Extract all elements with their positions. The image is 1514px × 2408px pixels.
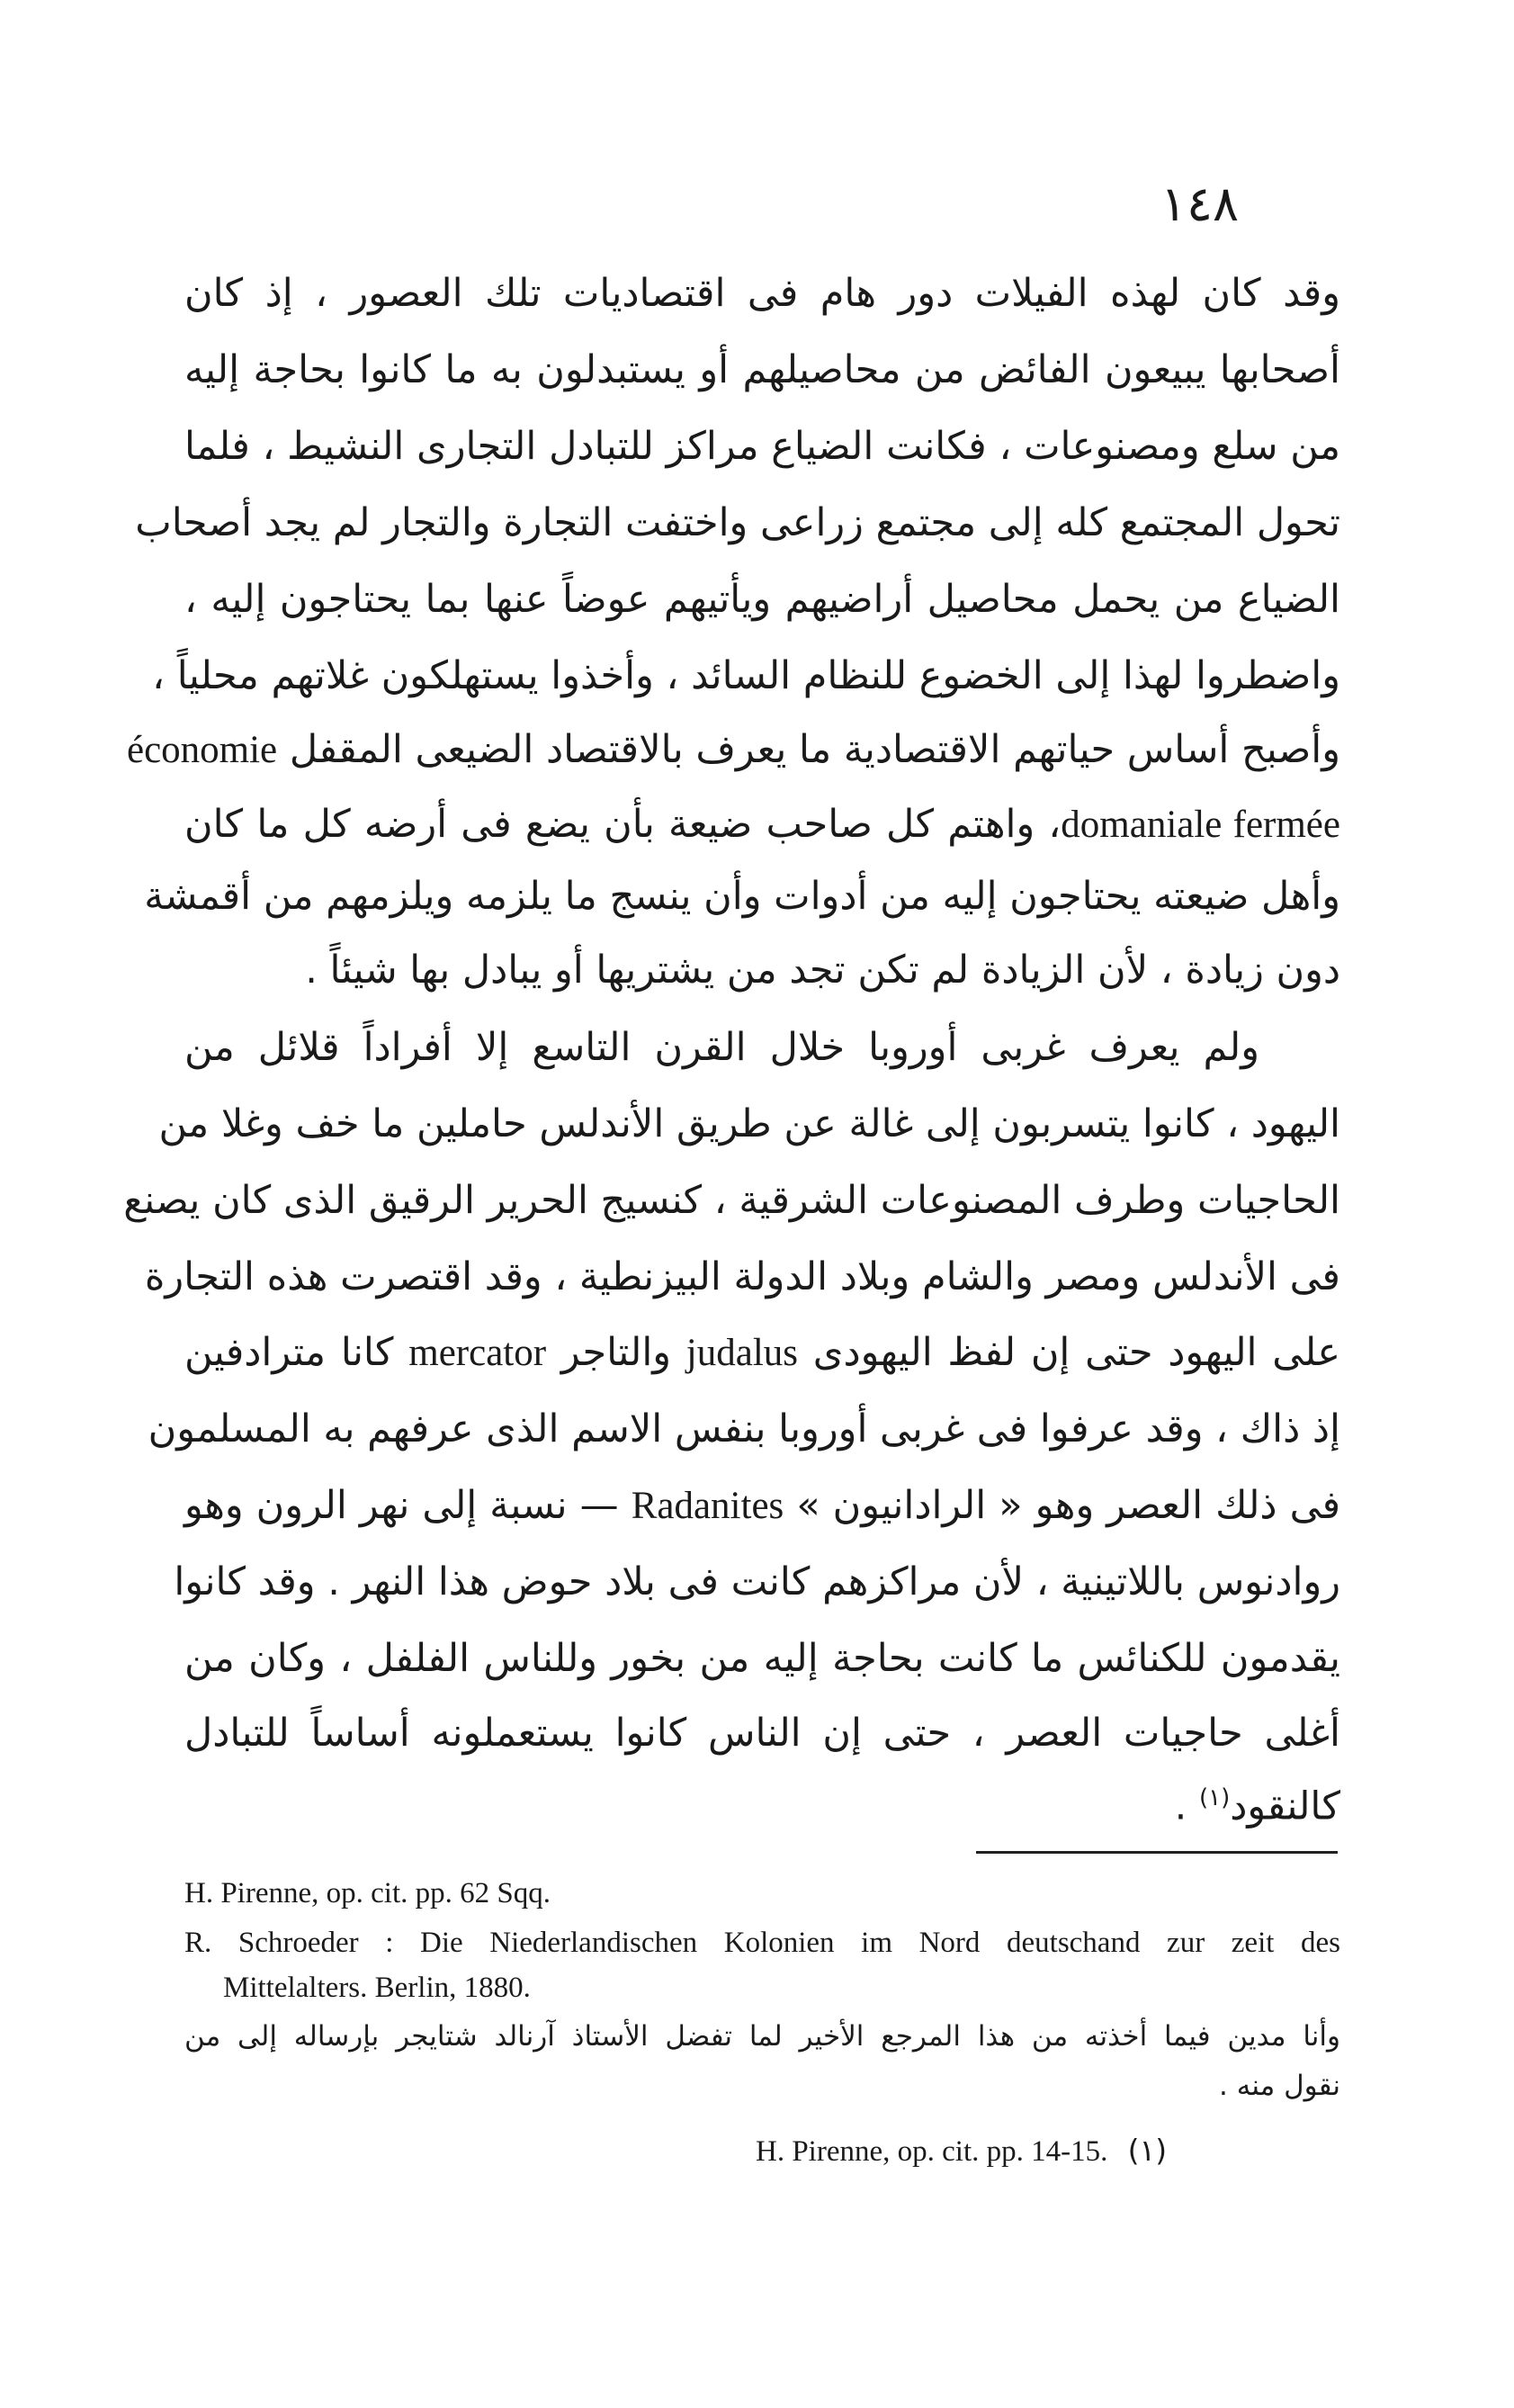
text-line: الضياع من يحمل محاصيل أراضيهم ويأتيهم عوضاً عنها بما يحتاجون إليه ، xyxy=(184,577,1340,622)
footnote-reference: (١) xyxy=(1198,1784,1231,1811)
text-line xyxy=(184,1330,1340,1375)
text-line: دون زيادة ، لأن الزيادة لم تكن تجد من يشتريها أو يبادل بها شيئاً . xyxy=(305,948,1340,993)
text-line: وأهل ضيعته يحتاجون إليه من أدوات وأن ينسج ما يلزمه ويلزمهم من أقمشة xyxy=(144,874,1340,919)
text-line: أغلى حاجيات العصر ، حتى إن الناس كانوا يستعملونه أساساً للتبادل xyxy=(184,1711,1340,1756)
text-segment: على اليهود حتى إن لفظ اليهودى xyxy=(812,1330,1340,1375)
footnote: R. Schroeder : Die Niederlandischen Kolonien im Nord deutschand zur zeit des xyxy=(184,1927,1340,1959)
text-line: وقد كان لهذه الفيلات دور هام فى اقتصاديات تلك العصور ، إذ كان xyxy=(184,271,1340,316)
text-segment: والتاجر xyxy=(560,1330,672,1375)
text-segment: ، واهتم كل صاحب ضيعة بأن يضع فى أرضه كل ما كان xyxy=(184,802,1062,847)
latin-term: mercator xyxy=(408,1332,547,1374)
text-line: واضطروا لهذا إلى الخضوع للنظام السائد ، وأخذوا يستهلكون غلاتهم محلياً ، xyxy=(152,653,1340,698)
text-line: ولم يعرف غربى أوروبا خلال القرن التاسع إلا أفراداً قلائل من xyxy=(184,1025,1259,1070)
text-segment: فى ذلك العصر وهو « الرادانيون » xyxy=(796,1483,1340,1528)
text-line: اليهود ، كانوا يتسربون إلى غالة عن طريق الأندلس حاملين ما خف وغلا من xyxy=(158,1101,1340,1146)
text-segment: — نسبة إلى نهر الرون وهو xyxy=(184,1483,619,1528)
text-line xyxy=(126,727,1340,772)
text-segment: وأصبح أساس حياتهم الاقتصادية ما يعرف بالاقتصاد الضيعى المقفل xyxy=(289,727,1340,772)
footnote-marker: (١) xyxy=(1127,2133,1168,2168)
latin-term: Radanites xyxy=(631,1485,784,1527)
latin-term: domaniale fermée xyxy=(1061,804,1340,846)
footnote-arabic: وأنا مدين فيما أخذته من هذا المرجع الأخير لما تفضل الأستاذ آرنالد شتايجر بإرساله إلى من xyxy=(184,2020,1340,2053)
text-line: فى الأندلس ومصر والشام وبلاد الدولة البيزنطية ، وقد اقتصرت هذه التجارة xyxy=(144,1254,1340,1299)
footnote-arabic: نقول منه . xyxy=(1219,2070,1340,2102)
text-line: أصحابها يبيعون الفائض من محاصيلهم أو يستبدلون به ما كانوا بحاجة إليه xyxy=(184,347,1340,392)
text-line: تحول المجتمع كله إلى مجتمع زراعى واختفت التجارة والتجار لم يجد أصحاب xyxy=(135,500,1340,545)
text-line xyxy=(184,1483,1340,1528)
text-line: إذ ذاك ، وقد عرفوا فى غربى أوروبا بنفس الاسم الذى عرفهم به المسلمون xyxy=(148,1406,1340,1451)
text-line xyxy=(184,802,1340,847)
text-line: الحاجيات وطرف المصنوعات الشرقية ، كنسيج الحرير الرقيق الذى كان يصنع xyxy=(123,1178,1340,1223)
text-segment: كانا مترادفين xyxy=(184,1330,394,1375)
text-line: روادنوس باللاتينية ، لأن مراكزهم كانت فى بلاد حوض هذا النهر . وقد كانوا xyxy=(174,1559,1340,1604)
text-line xyxy=(184,1784,1340,1829)
latin-term: judalus xyxy=(685,1332,799,1374)
text-segment: . xyxy=(1174,1784,1199,1829)
text-line: يقدمون للكنائس ما كانت بحاجة إليه من بخور وللناس الفلفل ، وكان من xyxy=(184,1636,1340,1681)
text-segment: كالنقود xyxy=(1230,1784,1340,1829)
footnote: H. Pirenne, op. cit. pp. 62 Sqq. xyxy=(184,1877,551,1909)
footnote: Mittelalters. Berlin, 1880. xyxy=(223,1972,531,2004)
footnote-divider xyxy=(976,1851,1338,1854)
page-number: ١٤٨ xyxy=(1160,175,1240,232)
text-line: من سلع ومصنوعات ، فكانت الضياع مراكز للتبادل التجارى النشيط ، فلما xyxy=(184,424,1340,469)
footnote xyxy=(756,2133,1167,2170)
footnote-text: H. Pirenne, op. cit. pp. 14-15. xyxy=(756,2135,1108,2168)
latin-term: économie xyxy=(126,729,278,771)
